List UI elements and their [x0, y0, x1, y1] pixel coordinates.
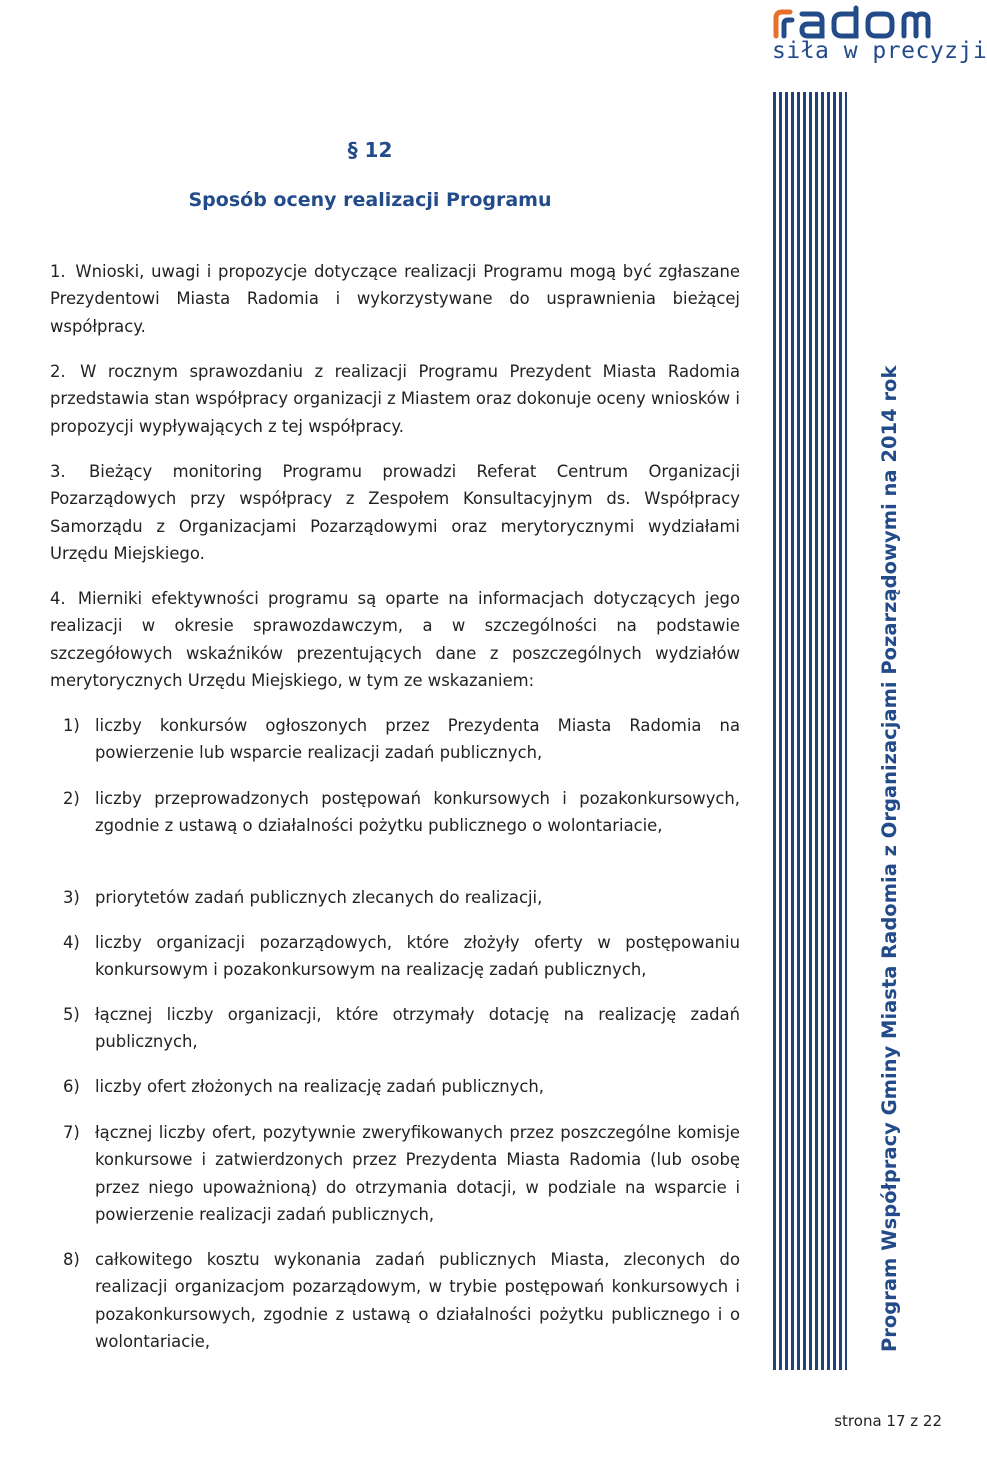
list-item-text: łącznej liczby ofert, pozytywnie zweryfikowanych przez poszczególne komisje konkursowe i zatwierdzonych przez Prezydenta Miasta Radomia (lub osobę przez niego upoważnioną) do otrzymania dotacji, w podziale na wsparcie i powierzenie realizacji zadań publicznych,	[95, 1123, 740, 1225]
list-item-number: 1)	[63, 716, 80, 735]
list-item	[63, 785, 740, 840]
list-item	[63, 1119, 740, 1229]
list-item-text: liczby organizacji pozarządowych, które złożyły oferty w postępowaniu konkursowym i pozakonkursowym na realizację zadań publicznych,	[95, 933, 740, 980]
section-number: § 12	[347, 138, 393, 162]
list-item-text: całkowitego kosztu wykonania zadań publicznych Miasta, zleconych do realizacji organizacjom pozarządowym, w trybie postępowań konkursowych i pozakonkursowych, zgodnie z ustawą o działalności pożytku publicznego i o wolontariacie,	[95, 1250, 740, 1352]
list-item-number: 3)	[63, 888, 80, 907]
paragraph-number: 2.	[50, 362, 66, 381]
paragraph-number: 4.	[50, 589, 66, 608]
document-side-title: Program Współpracy Gminy Miasta Radomia z Organizacjami Pozarządowymi na 2014 rok	[878, 365, 901, 1352]
list-item	[63, 1073, 740, 1100]
list-item	[63, 884, 740, 911]
list-item-text: łącznej liczby organizacji, które otrzymały dotację na realizację zadań publicznych,	[95, 1005, 740, 1052]
paragraph-3	[50, 458, 740, 568]
paragraph-2	[50, 358, 740, 440]
list-item-number: 8)	[63, 1250, 80, 1269]
paragraph-text: Wnioski, uwagi i propozycje dotyczące realizacji Programu mogą być zgłaszane Prezydentowi Miasta Radomia i wykorzystywane do usprawnienia bieżącej współpracy.	[50, 262, 741, 336]
paragraph-number: 1.	[50, 262, 66, 281]
list-item-number: 7)	[63, 1123, 80, 1142]
list-item-number: 4)	[63, 933, 80, 952]
list-item	[63, 1246, 740, 1356]
paragraph-4	[50, 585, 740, 695]
paragraph-number: 3.	[50, 462, 66, 481]
paragraph-text: Mierniki efektywności programu są oparte na informacjach dotyczących jego realizacji w okresie sprawozdawczym, a w szczególności na podstawie szczegółowych wskaźników prezentujących dane z poszczególnych wydziałów merytorycznych Urzędu Miejskiego, w tym ze wskazaniem:	[50, 589, 740, 691]
page-number: strona 17 z 22	[834, 1412, 942, 1430]
section-title: Sposób oceny realizacji Programu	[188, 189, 552, 211]
paragraph-text: W rocznym sprawozdaniu z realizacji Programu Prezydent Miasta Radomia przedstawia stan współpracy organizacji z Miastem oraz dokonuje oceny wniosków i propozycji wypływających z tej współpracy.	[50, 362, 740, 436]
list-item	[63, 712, 740, 767]
list-item-number: 6)	[63, 1077, 80, 1096]
paragraph-text: Bieżący monitoring Programu prowadzi Referat Centrum Organizacji Pozarządowych przy współpracy z Zespołem Konsultacyjnym ds. Współpracy Samorządu z Organizacjami Pozarządowymi oraz merytorycznymi wydziałami Urzędu Miejskiego.	[50, 462, 741, 564]
list-item-number: 2)	[63, 789, 80, 808]
list-item-text: liczby konkursów ogłoszonych przez Prezydenta Miasta Radomia na powierzenie lub wsparcie realizacji zadań publicznych,	[95, 716, 740, 763]
list-item-number: 5)	[63, 1005, 80, 1024]
decorative-stripes	[773, 92, 847, 1370]
paragraph-1	[50, 258, 740, 340]
list-item-text: liczby przeprowadzonych postępowań konkursowych i pozakonkursowych, zgodnie z ustawą o działalności pożytku publicznego o wolontariacie,	[95, 789, 740, 836]
list-item	[63, 929, 740, 984]
logo-tagline: siła w precyzji	[772, 38, 987, 64]
list-item-text: liczby ofert złożonych na realizację zadań publicznych,	[95, 1077, 544, 1096]
list-item-text: priorytetów zadań publicznych zlecanych do realizacji,	[95, 888, 543, 907]
radom-wordmark	[772, 6, 954, 40]
list-item	[63, 1001, 740, 1056]
